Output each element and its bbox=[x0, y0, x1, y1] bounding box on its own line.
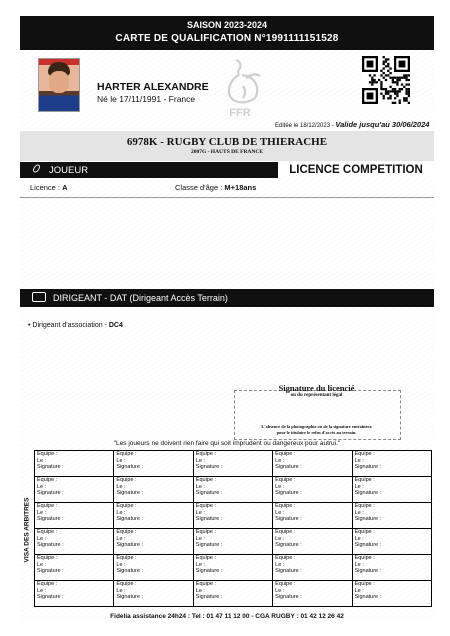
visa-le-label: Le : bbox=[37, 509, 47, 516]
visa-cell[interactable] bbox=[114, 451, 193, 477]
visa-equipe-label: Equipe : bbox=[116, 477, 137, 483]
visa-equipe-label: Equipe : bbox=[275, 503, 296, 509]
visa-signature-label: Signature : bbox=[354, 464, 382, 471]
visa-signature-label: Signature : bbox=[275, 490, 302, 497]
visa-cell[interactable] bbox=[193, 477, 272, 503]
visa-signature-label: Signature : bbox=[354, 594, 382, 601]
visa-signature-label: Signature : bbox=[37, 594, 64, 601]
visa-le-label: Le : bbox=[354, 535, 364, 542]
visa-equipe-label: Equipe : bbox=[116, 529, 137, 535]
visa-signature-label: Signature : bbox=[275, 516, 302, 523]
classe-value: M+18ans bbox=[224, 183, 257, 192]
visa-signature-label: Signature : bbox=[37, 542, 64, 549]
visa-equipe-label: Equipe : bbox=[275, 451, 296, 457]
visa-le-label: Le : bbox=[354, 457, 364, 464]
visa-signature-label: Signature : bbox=[275, 594, 302, 601]
visa-cell[interactable] bbox=[352, 581, 431, 607]
visa-row bbox=[35, 451, 432, 477]
visa-le-label: Le : bbox=[195, 535, 205, 542]
visa-le-label: Le : bbox=[37, 535, 47, 542]
signature-title: Signature du licencié bbox=[278, 383, 355, 393]
licence-value: A bbox=[62, 183, 68, 192]
visa-signature-label: Signature : bbox=[37, 568, 64, 575]
visa-le-label: Le : bbox=[195, 587, 205, 594]
visa-le-label: Le : bbox=[354, 561, 364, 568]
joueur-band bbox=[20, 162, 434, 178]
visa-signature-label: Signature : bbox=[275, 464, 302, 471]
visa-equipe-label: Equipe : bbox=[37, 503, 58, 509]
visa-label: VISA DES ARBITRES bbox=[23, 497, 31, 562]
visa-le-label: Le : bbox=[37, 587, 47, 594]
visa-signature-label: Signature : bbox=[37, 464, 64, 471]
visa-row bbox=[35, 477, 432, 503]
visa-signature-label: Signature : bbox=[354, 542, 382, 549]
visa-le-label: Le : bbox=[275, 535, 285, 542]
visa-le-label: Le : bbox=[354, 509, 364, 516]
visa-le-label: Le : bbox=[116, 483, 126, 490]
rooster-logo bbox=[210, 56, 270, 120]
visa-signature-label: Signature : bbox=[354, 516, 382, 523]
visa-cell[interactable] bbox=[35, 529, 114, 555]
visa-cell[interactable] bbox=[193, 581, 272, 607]
dirigeant-band bbox=[20, 289, 434, 307]
visa-le-label: Le : bbox=[116, 561, 126, 568]
dirigeant-item-value: DC4 bbox=[108, 322, 123, 329]
visa-cell[interactable] bbox=[193, 529, 272, 555]
licence-line bbox=[20, 182, 434, 198]
visa-equipe-label: Equipe : bbox=[195, 555, 216, 561]
signature-note-1: L'absence de la photographie ou de la signature entraînera bbox=[261, 424, 372, 429]
visa-le-label: Le : bbox=[354, 483, 364, 490]
edited-date: Editée le 18/12/2023 - bbox=[275, 123, 336, 129]
visa-cell[interactable] bbox=[273, 503, 352, 529]
club-name: 6978K - RUGBY CLUB DE THIERACHE bbox=[126, 136, 328, 148]
dirigeant-item bbox=[28, 322, 123, 329]
visa-equipe-label: Equipe : bbox=[195, 451, 216, 457]
visa-cell[interactable] bbox=[114, 503, 193, 529]
visa-signature-label: Signature : bbox=[195, 568, 223, 575]
visa-signature-label: Signature : bbox=[195, 542, 223, 549]
visa-signature-label: Signature : bbox=[354, 568, 382, 575]
visa-equipe-label: Equipe : bbox=[195, 529, 216, 535]
visa-signature-label: Signature : bbox=[195, 594, 223, 601]
visa-equipe-label: Equipe : bbox=[116, 581, 137, 587]
visa-cell[interactable] bbox=[193, 503, 272, 529]
qualification-card bbox=[20, 16, 434, 622]
edition-line bbox=[275, 120, 429, 129]
visa-cell[interactable] bbox=[352, 477, 431, 503]
visa-le-label: Le : bbox=[275, 587, 285, 594]
dirigeant-item-label: • Dirigeant d'association - bbox=[28, 322, 109, 329]
visa-le-label: Le : bbox=[37, 457, 47, 464]
visa-cell[interactable] bbox=[35, 555, 114, 581]
visa-signature-label: Signature : bbox=[116, 464, 143, 471]
visa-equipe-label: Equipe : bbox=[195, 581, 216, 587]
visa-equipe-label: Equipe : bbox=[354, 451, 375, 457]
safety-quote: "Les joueurs ne doivent rien faire qui soit imprudent ou dangereux pour autrui." bbox=[113, 440, 341, 447]
visa-cell[interactable] bbox=[114, 477, 193, 503]
visa-le-label: Le : bbox=[116, 587, 126, 594]
season-title: SAISON 2023-2024 bbox=[186, 20, 268, 30]
licence-type: LICENCE COMPETITION bbox=[277, 162, 434, 178]
visa-le-label: Le : bbox=[275, 509, 285, 516]
visa-cell[interactable] bbox=[273, 555, 352, 581]
visa-cell[interactable] bbox=[352, 555, 431, 581]
visa-cell[interactable] bbox=[273, 529, 352, 555]
visa-equipe-label: Equipe : bbox=[354, 503, 375, 509]
dirigeant-label: DIRIGEANT - DAT (Dirigeant Accès Terrain) bbox=[53, 293, 228, 303]
visa-cell[interactable] bbox=[114, 529, 193, 555]
visa-signature-label: Signature : bbox=[195, 464, 223, 471]
visa-equipe-label: Equipe : bbox=[37, 477, 58, 483]
visa-signature-label: Signature : bbox=[354, 490, 382, 497]
visa-row bbox=[35, 503, 432, 529]
visa-le-label: Le : bbox=[37, 483, 47, 490]
licence-label: Licence : bbox=[30, 183, 63, 192]
visa-equipe-label: Equipe : bbox=[195, 503, 216, 509]
classe-label: Classe d'âge : bbox=[175, 183, 225, 192]
joueur-label: JOUEUR bbox=[49, 165, 89, 176]
visa-equipe-label: Equipe : bbox=[116, 503, 137, 509]
ffr-logo bbox=[210, 56, 270, 120]
visa-cell[interactable] bbox=[114, 555, 193, 581]
visa-signature-label: Signature : bbox=[195, 490, 223, 497]
visa-equipe-label: Equipe : bbox=[37, 581, 58, 587]
valid-until: Valide jusqu'au 30/06/2024 bbox=[335, 120, 430, 129]
visa-le-label: Le : bbox=[275, 457, 285, 464]
visa-row bbox=[35, 555, 432, 581]
rugby-ball-icon bbox=[32, 164, 41, 175]
visa-signature-label: Signature : bbox=[116, 516, 143, 523]
visa-signature-label: Signature : bbox=[37, 516, 64, 523]
briefcase-icon bbox=[32, 292, 46, 302]
visa-le-label: Le : bbox=[37, 561, 47, 568]
visa-signature-label: Signature : bbox=[275, 542, 302, 549]
visa-le-label: Le : bbox=[116, 535, 126, 542]
visa-le-label: Le : bbox=[195, 509, 205, 516]
visa-equipe-label: Equipe : bbox=[116, 451, 137, 457]
visa-signature-label: Signature : bbox=[116, 594, 143, 601]
visa-le-label: Le : bbox=[354, 587, 364, 594]
signature-subtitle: ou du représentant légal bbox=[290, 393, 343, 398]
visa-cell[interactable] bbox=[352, 529, 431, 555]
footer-assistance: Fidelia assistance 24h24 : Tel : 01 47 11 12 00 - CGA RUGBY : 01 42 12 26 42 bbox=[110, 613, 344, 620]
visa-equipe-label: Equipe : bbox=[195, 477, 216, 483]
visa-cell[interactable] bbox=[114, 581, 193, 607]
visa-equipe-label: Equipe : bbox=[275, 477, 296, 483]
visa-equipe-label: Equipe : bbox=[354, 477, 375, 483]
visa-signature-label: Signature : bbox=[116, 542, 143, 549]
visa-cell[interactable] bbox=[273, 451, 352, 477]
visa-equipe-label: Equipe : bbox=[354, 581, 375, 587]
visa-equipe-label: Equipe : bbox=[354, 555, 375, 561]
header-band bbox=[20, 16, 434, 50]
visa-equipe-label: Equipe : bbox=[37, 529, 58, 535]
card-title: CARTE DE QUALIFICATION N°1991111151528 bbox=[115, 33, 339, 44]
visa-signature-label: Signature : bbox=[116, 490, 143, 497]
visa-equipe-label: Equipe : bbox=[116, 555, 137, 561]
visa-le-label: Le : bbox=[195, 457, 205, 464]
visa-cell[interactable] bbox=[35, 451, 114, 477]
visa-signature-label: Signature : bbox=[37, 490, 64, 497]
visa-row bbox=[35, 529, 432, 555]
player-photo bbox=[38, 58, 80, 112]
visa-row bbox=[35, 581, 432, 607]
visa-le-label: Le : bbox=[195, 483, 205, 490]
visa-le-label: Le : bbox=[275, 483, 285, 490]
visa-le-label: Le : bbox=[116, 509, 126, 516]
visa-le-label: Le : bbox=[116, 457, 126, 464]
visa-cell[interactable] bbox=[273, 477, 352, 503]
visa-cell[interactable] bbox=[35, 581, 114, 607]
visa-cell[interactable] bbox=[352, 451, 431, 477]
visa-equipe-label: Equipe : bbox=[275, 581, 296, 587]
visa-cell[interactable] bbox=[35, 477, 114, 503]
player-birth: Né le 17/11/1991 - France bbox=[97, 94, 196, 104]
visa-cell[interactable] bbox=[193, 555, 272, 581]
signature-note-2: pour le titulaire le refus d'accès au terrain. bbox=[276, 429, 357, 435]
visa-equipe-label: Equipe : bbox=[37, 555, 58, 561]
qr-code bbox=[362, 56, 410, 104]
visa-table bbox=[34, 450, 432, 607]
visa-equipe-label: Equipe : bbox=[275, 529, 296, 535]
visa-signature-label: Signature : bbox=[275, 568, 302, 575]
signature-note bbox=[234, 424, 399, 435]
visa-signature-label: Signature : bbox=[195, 516, 223, 523]
player-name: HARTER ALEXANDRE bbox=[97, 81, 209, 93]
visa-le-label: Le : bbox=[195, 561, 205, 568]
visa-equipe-label: Equipe : bbox=[354, 529, 375, 535]
visa-cell[interactable] bbox=[352, 503, 431, 529]
visa-equipe-label: Equipe : bbox=[275, 555, 296, 561]
visa-cell[interactable] bbox=[35, 503, 114, 529]
logo-text: FFR bbox=[229, 107, 251, 119]
club-region: 2007G - HAUTS DE FRANCE bbox=[190, 149, 264, 155]
visa-equipe-label: Equipe : bbox=[37, 451, 58, 457]
visa-cell[interactable] bbox=[193, 451, 272, 477]
visa-le-label: Le : bbox=[275, 561, 285, 568]
visa-signature-label: Signature : bbox=[116, 568, 143, 575]
visa-cell[interactable] bbox=[273, 581, 352, 607]
